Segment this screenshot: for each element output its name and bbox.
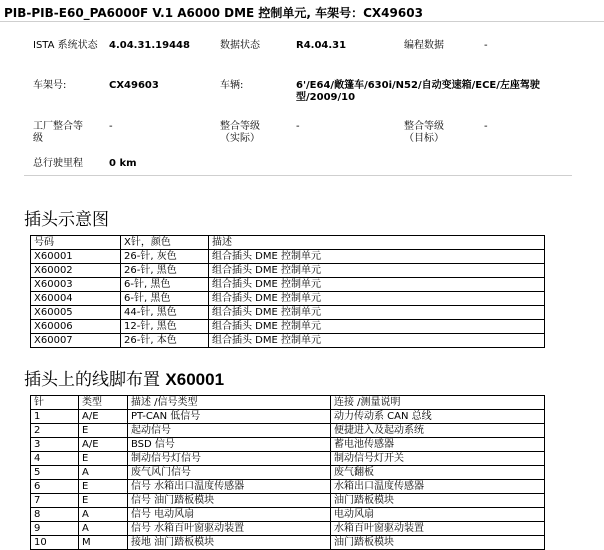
table-row [31,306,545,320]
header-pin: 针 [31,396,79,410]
table-row [31,536,545,550]
table-row [31,278,545,292]
cell-pins-color: 6-针, 黑色 [121,292,209,306]
cell-connection: 废气翻板 [331,466,545,480]
factory-level-label-line1: 工厂整合等 [33,121,83,132]
cell-pin: 9 [31,522,79,536]
cell-connection: 油门踏板模块 [331,536,545,550]
cell-description: 组合插头 DME 控制单元 [209,278,545,292]
table-row [31,264,545,278]
table-row [31,452,545,466]
table-row [31,320,545,334]
cell-description: 组合插头 DME 控制单元 [209,264,545,278]
cell-signal: 废气风门信号 [128,466,331,480]
header-type: 类型 [79,396,128,410]
pin-section-title [24,365,224,390]
cell-pin: 6 [31,480,79,494]
cell-pins-color: 26-针, 灰色 [121,250,209,264]
pin-table [30,395,545,550]
header-description: 描述 [209,236,545,250]
table-row [31,508,545,522]
cell-pin: 7 [31,494,79,508]
programming-data-value: - [484,40,488,51]
cell-signal: PT-CAN 低信号 [128,410,331,424]
cell-type: E [79,424,128,438]
cell-pins-color: 12-针, 黑色 [121,320,209,334]
cell-description: 组合插头 DME 控制单元 [209,292,545,306]
actual-level-label-line1: 整合等级 [220,121,260,132]
vehicle-value-line2: 型/2009/10 [296,92,356,103]
cell-pins-color: 26-针, 本色 [121,334,209,348]
cell-pin: 5 [31,466,79,480]
cell-type: A/E [79,410,128,424]
pin-section-title-text: 插头上的线脚布置 [24,370,166,390]
table-row [31,522,545,536]
cell-number: X60007 [31,334,121,348]
cell-number: X60004 [31,292,121,306]
programming-data-label: 编程数据 [404,40,444,51]
cell-connection: 水箱出口温度传感器 [331,480,545,494]
header-connection: 连接 /测量说明 [331,396,545,410]
cell-connection: 电动风扇 [331,508,545,522]
cell-pin: 2 [31,424,79,438]
mileage-value: 0 km [109,158,137,169]
cell-signal: 起动信号 [128,424,331,438]
cell-description: 组合插头 DME 控制单元 [209,306,545,320]
cell-pin: 8 [31,508,79,522]
factory-level-label-line2: 级 [33,133,43,144]
cell-number: X60003 [31,278,121,292]
target-level-value: - [484,121,488,132]
table-row [31,250,545,264]
cell-signal: 信号 电动风扇 [128,508,331,522]
mileage-label: 总行驶里程 [33,158,83,169]
cell-signal: 信号 油门踏板模块 [128,494,331,508]
connector-table-header [31,236,545,250]
header-divider [0,21,604,22]
vehicle-value-line1: 6'/E64/敞篷车/630i/N52/自动变速箱/ECE/左座驾驶 [296,80,540,91]
header-number: 号码 [31,236,121,250]
cell-connection: 便捷进入及起动系统 [331,424,545,438]
actual-level-label-line2: （实际） [220,133,260,144]
pin-table-header [31,396,545,410]
cell-signal: BSD 信号 [128,438,331,452]
table-row [31,334,545,348]
target-level-label-line1: 整合等级 [404,121,444,132]
cell-pins-color: 44-针, 黑色 [121,306,209,320]
cell-signal: 接地 油门踏板模块 [128,536,331,550]
ista-value: 4.04.31.19448 [109,40,190,51]
cell-signal: 制动信号灯信号 [128,452,331,466]
cell-connection: 油门踏板模块 [331,494,545,508]
table-row [31,480,545,494]
cell-type: E [79,494,128,508]
cell-signal: 信号 水箱百叶窗驱动装置 [128,522,331,536]
cell-type: E [79,480,128,494]
cell-connection: 动力传动系 CAN 总线 [331,410,545,424]
actual-level-value: - [296,121,300,132]
cell-signal: 信号 水箱出口温度传感器 [128,480,331,494]
vehicle-label: 车辆: [220,80,244,91]
cell-number: X60002 [31,264,121,278]
cell-type: A [79,522,128,536]
cell-description: 组合插头 DME 控制单元 [209,320,545,334]
cell-pin: 4 [31,452,79,466]
cell-type: E [79,452,128,466]
vin-label: 车架号: [33,80,67,91]
cell-type: A [79,508,128,522]
table-row [31,410,545,424]
cell-connection: 水箱百叶窗驱动装置 [331,522,545,536]
cell-number: X60005 [31,306,121,320]
cell-pin: 10 [31,536,79,550]
connector-table [30,235,545,348]
cell-type: M [79,536,128,550]
data-status-label: 数据状态 [220,40,260,51]
cell-pins-color: 6-针, 黑色 [121,278,209,292]
header-signal: 描述 /信号类型 [128,396,331,410]
ista-label: ISTA 系统状态 [33,40,98,51]
table-row [31,292,545,306]
cell-connection: 蓄电池传感器 [331,438,545,452]
cell-description: 组合插头 DME 控制单元 [209,250,545,264]
cell-number: X60006 [31,320,121,334]
document-header: PIB-PIB-E60_PA6000F V.1 A6000 DME 控制单元, 车架号：CX49603 [4,6,423,20]
table-row [31,494,545,508]
cell-description: 组合插头 DME 控制单元 [209,334,545,348]
table-row [31,466,545,480]
connector-section-title: 插头示意图 [24,210,109,230]
cell-connection: 制动信号灯开关 [331,452,545,466]
cell-type: A [79,466,128,480]
table-row [31,424,545,438]
target-level-label-line2: （目标） [404,133,444,144]
cell-pins-color: 26-针, 黑色 [121,264,209,278]
pin-section-connector-code: X60001 [165,370,225,389]
header-pins-color: X针，颜色 [121,236,209,250]
info-divider [24,175,572,176]
cell-pin: 3 [31,438,79,452]
cell-pin: 1 [31,410,79,424]
data-status-value: R4.04.31 [296,40,347,51]
cell-number: X60001 [31,250,121,264]
vin-value: CX49603 [109,80,159,91]
factory-level-value: - [109,121,113,132]
table-row [31,438,545,452]
cell-type: A/E [79,438,128,452]
